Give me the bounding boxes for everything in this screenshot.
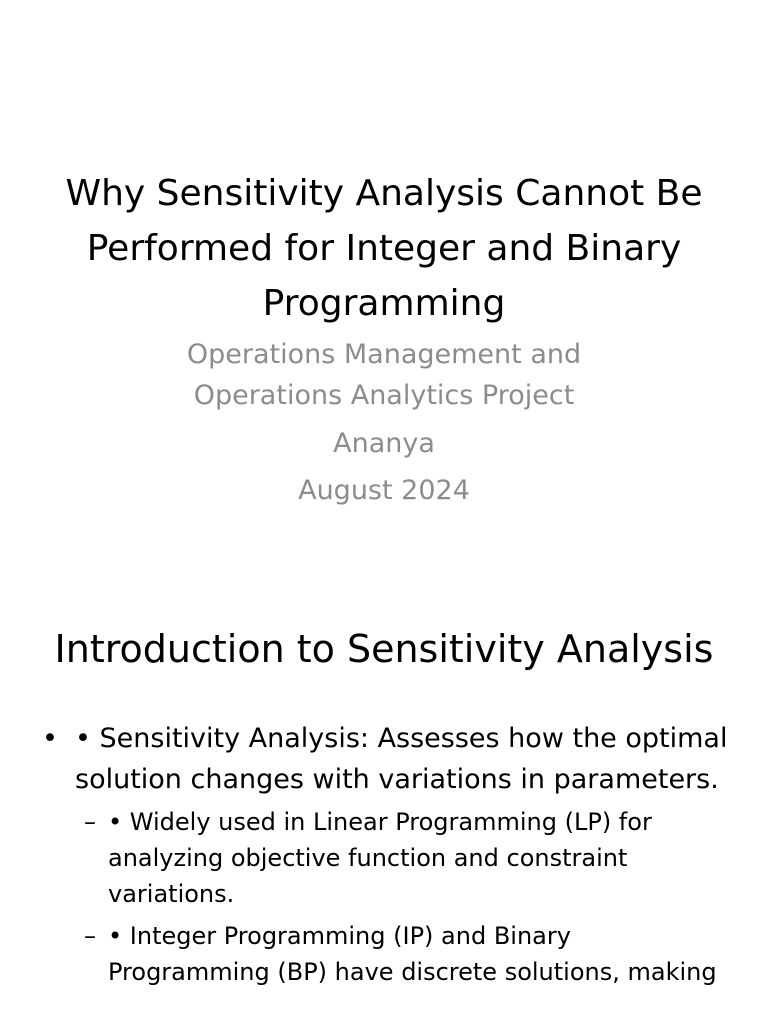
- bullet-item: [42, 718, 732, 800]
- sub-bullet-marker: –: [84, 922, 96, 950]
- sub-bullet-group: [42, 804, 732, 990]
- sub-bullet-marker: –: [84, 808, 96, 836]
- bullet-text: • Sensitivity Analysis: Assesses how the optimal solution changes with variations in parameters.: [75, 723, 728, 795]
- sub-bullet-text: • Widely used in Linear Programming (LP) for analyzing objective function and constraint variations.: [108, 808, 652, 908]
- bullet-marker: •: [42, 723, 58, 754]
- sub-bullet-text: • Integer Programming (IP) and Binary Programming (BP) have discrete solutions, making: [108, 922, 717, 986]
- presentation-date: August 2024: [298, 475, 470, 506]
- section-title: Introduction to Sensitivity Analysis: [54, 627, 714, 671]
- subtitle-line-1: Operations Management and: [186, 339, 582, 370]
- slide-subtitle: [120, 334, 648, 511]
- author-name: Ananya: [333, 428, 435, 459]
- subtitle-line-2: Operations Analytics Project: [193, 380, 575, 411]
- sub-bullet-list: [42, 804, 732, 990]
- content-slide: [0, 576, 768, 1024]
- sub-bullet-item: [42, 804, 732, 912]
- sub-bullet-item: [42, 918, 732, 990]
- slide-title: Why Sensitivity Analysis Cannot Be Performed for Integer and Binary Programming: [65, 173, 703, 324]
- bullet-list: [42, 718, 732, 990]
